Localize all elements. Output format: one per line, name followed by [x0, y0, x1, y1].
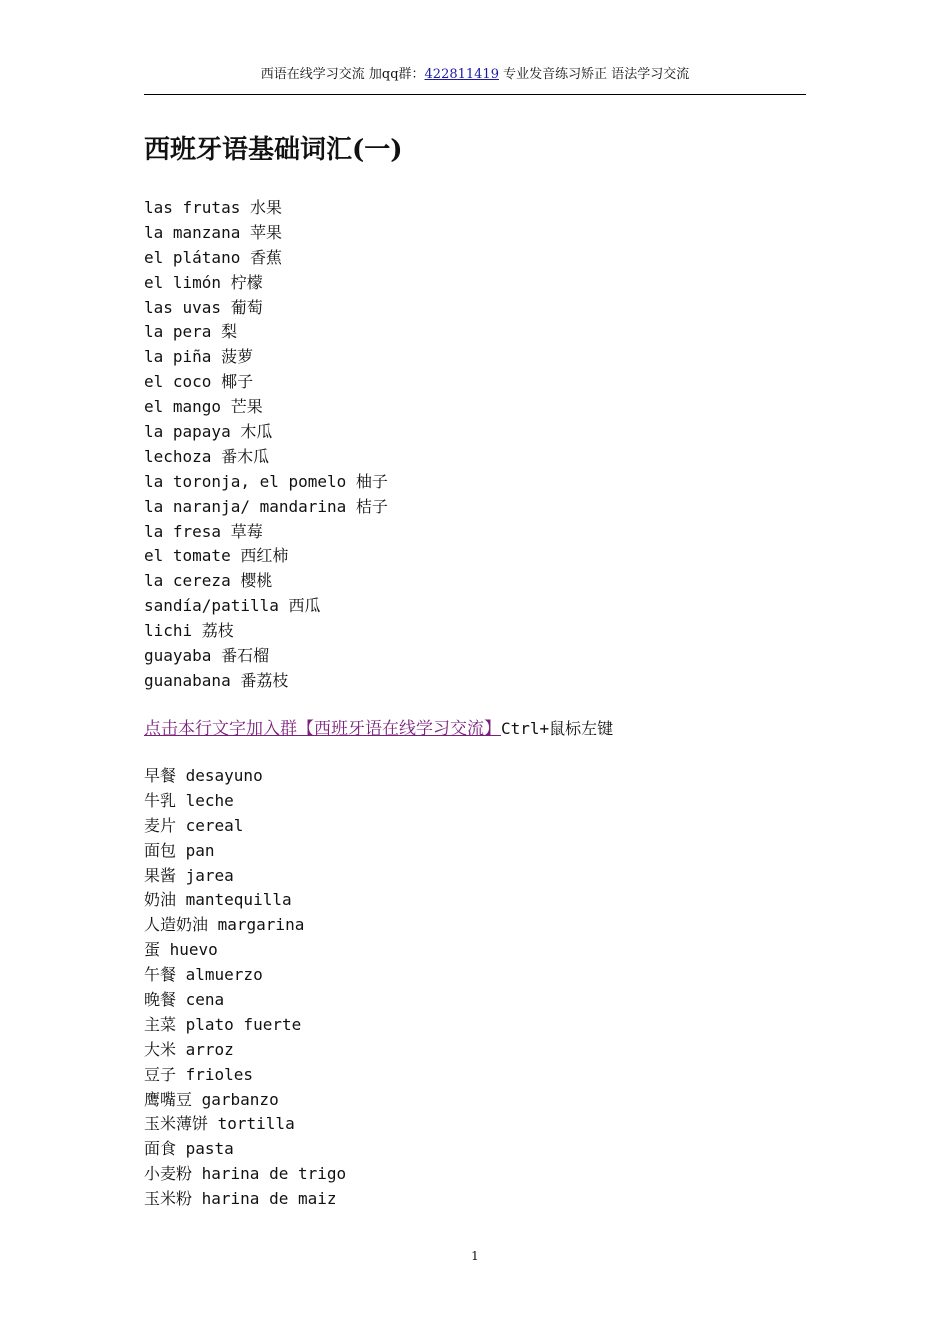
qq-group-link[interactable]: 422811419 [424, 67, 499, 82]
vocab-item: 玉米薄饼 tortilla [144, 1114, 295, 1134]
vocab-item: 蛋 huevo [144, 940, 218, 960]
vocab-item: la manzana 苹果 [144, 222, 282, 242]
join-group-line [144, 716, 613, 742]
vocab-item: 主菜 plato fuerte [144, 1014, 302, 1034]
vocab-item: el limón 柠檬 [144, 272, 263, 292]
vocab-item: la toronja, el pomelo 柚子 [144, 471, 388, 491]
vocab-item: la naranja/ mandarina 桔子 [144, 496, 388, 516]
header-prefix: 西语在线学习交流 加qq群： [260, 67, 425, 82]
page-header [144, 66, 806, 84]
vocab-item: 大米 arroz [144, 1039, 234, 1059]
vocab-item: 果酱 jarea [144, 865, 234, 885]
vocab-item: la piña 菠萝 [144, 347, 254, 367]
vocab-item: el tomate 西红柿 [144, 546, 289, 566]
vocab-item: 麦片 cereal [144, 815, 244, 835]
food-vocab-list [144, 764, 346, 1212]
vocab-item: guayaba 番石榴 [144, 646, 270, 666]
vocab-item: 晚餐 cena [144, 990, 225, 1010]
page-title: 西班牙语基础词汇(一) [144, 135, 403, 165]
vocab-item: la cereza 樱桃 [144, 571, 273, 591]
vocab-item: las uvas 葡萄 [144, 297, 263, 317]
vocab-item: lichi 荔枝 [144, 621, 234, 641]
vocab-item: la fresa 草莓 [144, 521, 263, 541]
vocab-item: 玉米粉 harina de maiz [144, 1189, 337, 1209]
join-group-hint: Ctrl+鼠标左键 [501, 719, 614, 738]
join-group-link[interactable]: 点击本行文字加入群【西班牙语在线学习交流】 [144, 719, 501, 739]
vocab-item: 午餐 almuerzo [144, 965, 263, 985]
vocab-item: 人造奶油 margarina [144, 915, 305, 935]
vocab-item: 奶油 mantequilla [144, 890, 292, 910]
vocab-item: el coco 椰子 [144, 372, 254, 392]
vocab-item: 面包 pan [144, 840, 215, 860]
vocab-item: la papaya 木瓜 [144, 422, 273, 442]
vocab-item: 牛乳 leche [144, 790, 234, 810]
vocab-item: 小麦粉 harina de trigo [144, 1164, 347, 1184]
vocab-item: lechoza 番木瓜 [144, 446, 270, 466]
vocab-item: la pera 梨 [144, 322, 238, 342]
vocab-item: el plátano 香蕉 [144, 247, 282, 267]
vocab-item: 鹰嘴豆 garbanzo [144, 1089, 279, 1109]
header-divider [144, 94, 806, 95]
page-number: 1 [471, 1249, 479, 1263]
vocab-item: las frutas 水果 [144, 198, 282, 217]
vocab-item: el mango 芒果 [144, 397, 263, 417]
header-suffix: 专业发音练习矫正 语法学习交流 [498, 67, 690, 82]
vocab-item: 豆子 frioles [144, 1064, 254, 1084]
fruits-vocab-list [144, 196, 388, 694]
vocab-item: guanabana 番荔枝 [144, 670, 289, 690]
vocab-item: 面食 pasta [144, 1139, 234, 1159]
vocab-item: 早餐 desayuno [144, 766, 263, 785]
vocab-item: sandía/patilla 西瓜 [144, 596, 321, 616]
